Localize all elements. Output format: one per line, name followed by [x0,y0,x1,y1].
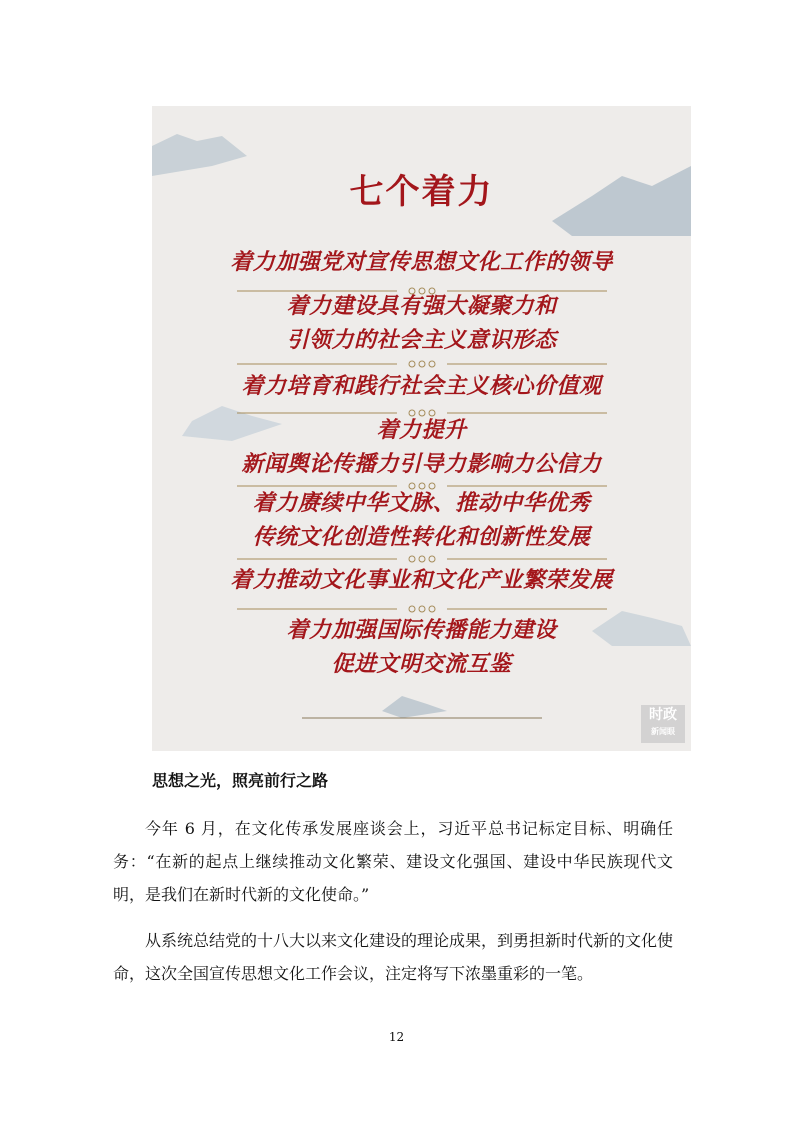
poster-item-7: 着力加强国际传播能力建设 促进文明交流互鉴 [286,618,557,677]
poster-item-3: 着力培育和践行社会主义核心价值观 [241,374,602,399]
paragraph-2: 从系统总结党的十八大以来文化建设的理论成果，到勇担新时代新的文化使命，这次全国宣传思想文化工作会议，注定将写下浓墨重彩的一笔。 [113,931,674,983]
page-number: 12 [388,1030,405,1044]
poster-item-1: 着力加强党对宣传思想文化工作的领导 [230,250,613,275]
poster-title: 七个着力 [349,172,494,212]
poster-item-4: 着力提升 新闻舆论传播力引导力影响力公信力 [241,418,602,477]
poster-item-2: 着力建设具有强大凝聚力和 引领力的社会主义意识形态 [286,294,557,353]
ornament-divider [152,604,691,614]
poster-image [152,106,691,751]
section-heading: 思想之光，照亮前行之路 [152,771,329,790]
news-logo-seal: 时政 新闻眼 [641,705,685,743]
paragraph-1: 今年 6 月，在文化传承发展座谈会上，习近平总书记标定目标、明确任务：“在新的起点上继续推动文化繁荣、建设文化强国、建设中华民族现代文明，是我们在新时代新的文化使命。” [113,819,673,904]
poster-item-5: 着力赓续中华文脉、推动中华优秀 传统文化创造性转化和创新性发展 [252,491,591,550]
ornament-divider [152,359,691,369]
ornament-divider [152,554,691,564]
poster-item-6: 着力推动文化事业和文化产业繁荣发展 [230,568,613,593]
